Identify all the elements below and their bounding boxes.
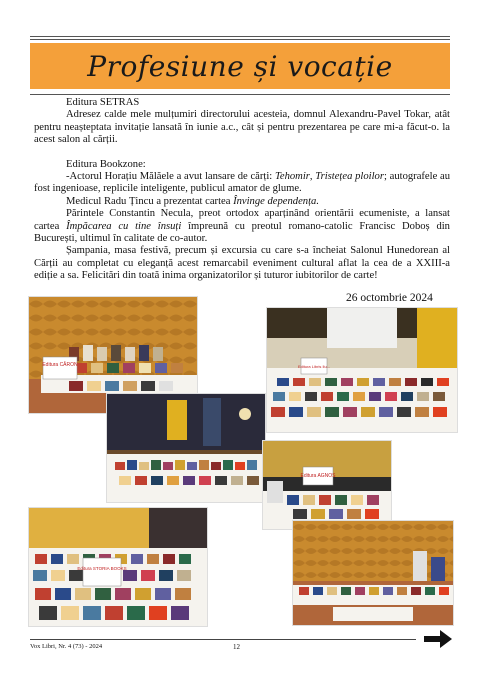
paragraph-setras: Adresez calde mele mulțumiri directorului acesteia, domnul Alexandru-Pavel Tokar, atât pentru neașteptata invitație lansată în iunie a.c., cât și pentru prezentarea pe care mi-a făcut-o. la acest salon al cărții.	[34, 109, 450, 146]
paragraph-tincu: Medicul Radu Țincu a prezentat cartea Învinge dependența.	[66, 195, 319, 207]
page-number: 12	[233, 643, 240, 651]
top-rule	[30, 36, 450, 37]
photo-agnos-booth	[262, 440, 392, 530]
section-title: Profesiune și vocație	[87, 49, 393, 83]
sign-agnos: Editura AGNOS	[300, 473, 336, 479]
photo-storia-books	[28, 507, 208, 627]
footer-rule	[30, 639, 416, 640]
footer-journal: Vox Libri, Nr. 4 (73) - 2024	[30, 643, 103, 650]
top-rule-2	[30, 39, 450, 40]
photo-booth-lamp	[106, 393, 266, 503]
paragraph-closing: Șampania, masa festivă, precum și excursia cu care s-a încheiat Salonul Hunedorean al Cărții au completat cu eleganță acest remarcabil eveniment cultural aflat la cea de a XXIII-a ediție a sa. Felicitări din toată inima organizatorilor și tuturor iubitorilor de carte!	[34, 245, 450, 282]
sign-storia: Editura STORIA BOOKS	[77, 566, 127, 571]
photo-hall-overview	[292, 520, 454, 626]
paragraph-setras-heading: Editura SETRAS	[66, 97, 140, 108]
paragraph-necula: Părintele Constantin Necula, preot ortodox aparținând orientării ecumeniste, a lansat cartea Împăcarea cu tine însuți împreună cu preotul romano-catolic Francisc Doboș din București, ultimul în calitate de co-autor.	[34, 208, 450, 245]
paragraph-bookzone-heading: Editura Bookzone:	[66, 158, 146, 170]
section-banner	[30, 43, 450, 89]
sign-libris: Editura Libris Ilu...	[297, 364, 331, 369]
banner-bottom-rule	[30, 94, 450, 95]
sign-caron: Editura CÂRON	[42, 362, 78, 368]
paragraph-malaele: -Actorul Horațiu Mălăele a avut lansare de cărți: Tehomir, Tristețea ploilor; autografele au fost ingenioase, replicile inteligente, publicul amator de glume.	[34, 171, 451, 195]
next-page-arrow-icon[interactable]	[424, 630, 452, 648]
article-body	[34, 97, 450, 283]
article-date: 26 octombrie 2024	[346, 292, 433, 304]
photo-hall-tables	[266, 307, 458, 433]
